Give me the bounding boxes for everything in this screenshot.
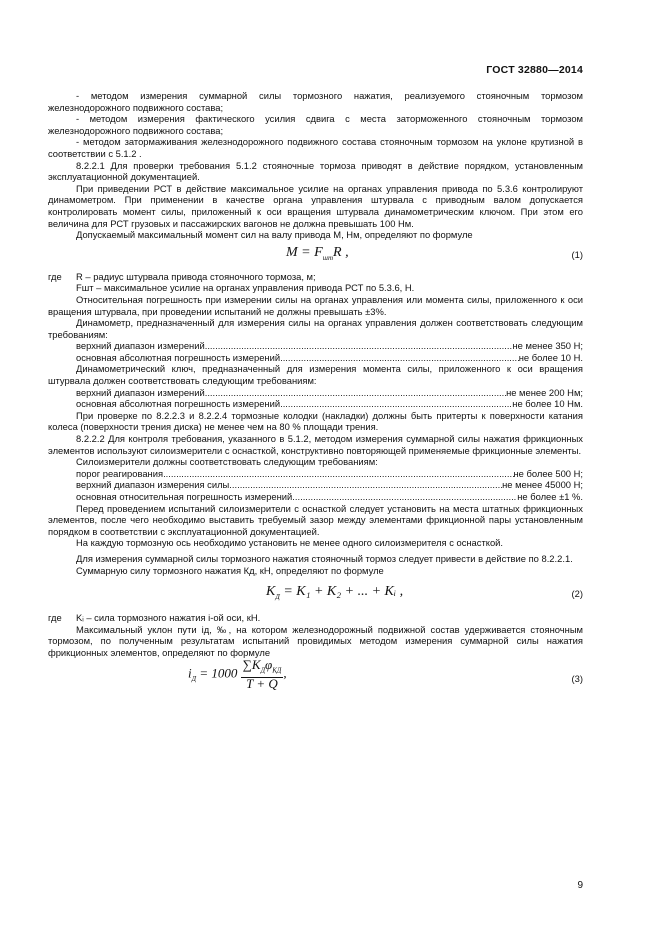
standard-header: ГОСТ 32880—2014 (486, 64, 583, 76)
formula-2-lhs: K (266, 584, 276, 600)
spec-line: основная абсолютная погрешность измерений ..... не более 10 Нм. (48, 398, 583, 410)
formula-1-rhs: R , (333, 244, 349, 260)
where-label: где (48, 612, 62, 624)
spec-line: порог реагирования ..... не более 500 Н; (48, 468, 583, 480)
paragraph: При проверке по 8.2.2.3 и 8.2.2.4 тормозные колодки (накладки) должны быть притерты к поверхности катания колеса (поверхности трения диска) не менее чем на 80 % площади трения. (48, 409, 583, 433)
formula-1 (48, 241, 583, 271)
paragraph: Динамометрический ключ, предназначенный для измерения момента силы, приложенного к оси вращения штурвала должен соответствовать следующим требованиям: (48, 363, 583, 387)
paragraph: - методом измерения фактического усилия сдвига с места заторможенного стояночным тормозом железнодорожного подвижного состава; (48, 113, 583, 136)
paragraph: Относительная погрешность при измерении силы на органах управления или момента силы, приложенного к оси вращения штурвала, при проведении испытаний не должны превышать ±3%. (48, 293, 583, 317)
paragraph: Для измерения суммарной силы тормозного нажатия стояночный тормоз следует привести в действие по 8.2.2.1. (76, 552, 573, 564)
paragraph: - методом измерения суммарной силы тормозного нажатия, реализуемого стояночным тормозом железнодорожного подвижного состава; (48, 90, 583, 113)
formula-2-rhs: = K₁ + K₂ + ... + Kᵢ , (279, 584, 404, 600)
where-item: R – радиус штурвала привода стояночного тормоза, м; (76, 270, 316, 282)
formula-3-fraction: $\frac{\sum K_Д\varphi_{КД}}{T + Q}$ (242, 656, 282, 691)
paragraph: Динамометр, предназначенный для измерения силы на органах управления должен соответствовать следующим требованиям: (48, 317, 583, 340)
formula-1-lhs: M = F (286, 244, 323, 260)
paragraph: При приведении РСТ в действие максимальное усилие на органах управления привода по 5.3.6 контролируют динамометром. При применении в качестве органа управления штурвала с приводным валом допускается контролировать момент силы, приложенный к оси вращения штурвала динамометрическим ключом. При этом его величина для РСТ грузовых и пассажирских вагонов не должна превышать 100 Нм. (48, 182, 583, 229)
formula-3-lhs: i (188, 664, 192, 680)
spec-line: верхний диапазон измерений ..... не менее 350 Н; (48, 340, 583, 352)
formula-1-sub: шт (322, 253, 334, 262)
where-item: Kᵢ – сила тормозного нажатия i-ой оси, кН. (76, 612, 261, 624)
paragraph: На каждую тормозную ось необходимо установить не менее одного силоизмерителя с оснасткой. (76, 537, 504, 549)
spec-line: основная абсолютная погрешность измерений ..... не более 10 Н. (48, 352, 583, 364)
page-number: 9 (577, 880, 583, 891)
paragraph: Суммарную силу тормозного нажатия Кд, кН, определяют по формуле (76, 564, 384, 576)
formula-3: $i_Д = 1000$ $\frac{\sum K_Д\varphi_{КД}}{T + Q}$ , (3) (188, 656, 583, 691)
spec-line: верхний диапазон измерений ..... не менее 200 Нм; (48, 387, 583, 399)
paragraph: - методом затормаживания железнодорожного подвижного состава стояночным тормозом на уклоне крутизной в соответствии с 5.1.2 . (48, 136, 583, 159)
paragraph: 8.2.2.2 Для контроля требования, указанного в 5.1.2, методом измерения суммарной силы нажатия фрикционных элементов используют силоизмерители с оснасткой, конструктивно повторяющей применяемые фрикционные элементы. (48, 433, 583, 456)
formula-3-eq: = 1000 (196, 664, 238, 680)
paragraph: Допускаемый максимальный момент сил на валу привода М, Нм, определяют по формуле (76, 229, 473, 241)
formula-3-number: (3) (571, 672, 583, 684)
paragraph: 8.2.2.1 Для проверки требования 5.1.2 стояночные тормоза приводят в действие порядком, установленным эксплуатационной документацией. (48, 159, 583, 183)
spec-line: верхний диапазон измерения силы ..... не менее 45000 Н; (48, 479, 583, 491)
body-text (48, 90, 583, 699)
paragraph: Силоизмерители должны соответствовать следующим требованиям: (76, 456, 378, 468)
formula-2-number: (2) (571, 588, 583, 600)
paragraph: Максимальный уклон пути iд, ‰, на котором железнодорожный подвижной состав удерживается стояночным тормозом, по полученным результатам испытаний провидимых методом измерения суммарной силы нажатия фрикционных элементов, определяют по формуле (48, 623, 583, 658)
formula-2 (48, 576, 583, 612)
where-label: где (48, 270, 62, 282)
where-item: Fшт – максимальное усилие на органах управления привода РСТ по 5.3.6, Н. (76, 282, 415, 294)
formula-1-number: (1) (571, 248, 583, 260)
paragraph: Перед проведением испытаний силоизмерители с оснасткой следует установить на места штатных фрикционных элементов, после чего необходимо выставить требуемый зазор между элементами фрикционной пары установленным порядком в соответствии с эксплуатационной документацией. (48, 502, 583, 537)
formula-2-sub: Д (275, 592, 280, 601)
spec-line: основная относительная погрешность измерений ..... не более ±1 %. (48, 491, 583, 503)
